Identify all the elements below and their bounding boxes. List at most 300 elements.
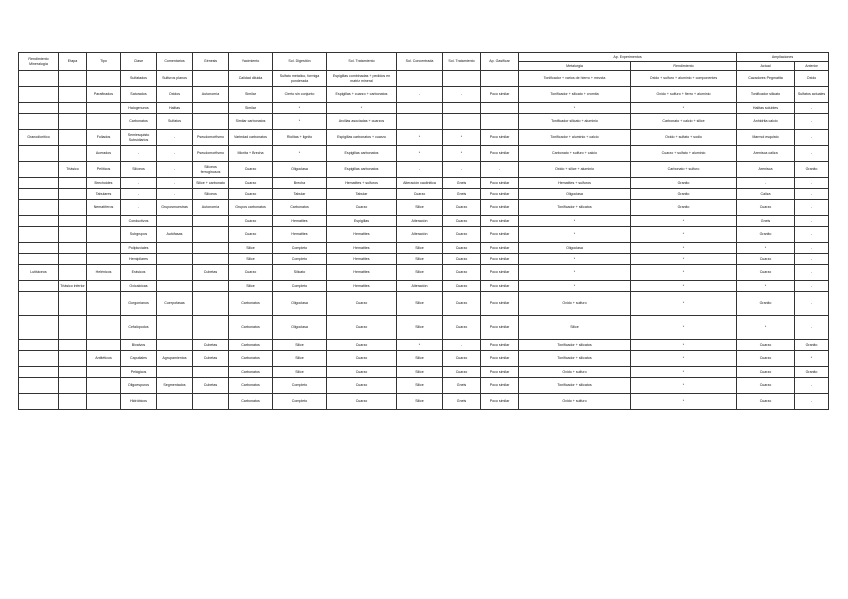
table-cell (19, 200, 59, 216)
table-cell: Hematites (327, 281, 397, 292)
header-c0: Rendimiento Mineralogía (19, 53, 59, 71)
table-cell: Silíceos ferruginosos (193, 162, 229, 178)
table-cell: * (519, 216, 631, 227)
table-cell: Cuarzo (229, 216, 273, 227)
header-c8: Sol. Tratamiento (327, 53, 397, 71)
table-cell (19, 281, 59, 292)
header-c4: Comentarios (157, 53, 193, 71)
table-cell: Pseudomorfismo (193, 146, 229, 162)
table-cell (87, 292, 121, 316)
table-cell: - (795, 292, 829, 316)
table-cell: - (737, 178, 795, 189)
table-cell: Carbonatos (229, 292, 273, 316)
table-cell (19, 351, 59, 367)
table-cell: Oxidos (157, 87, 193, 103)
table-cell: Carbonatos (229, 378, 273, 394)
table-cell: Arenisca (737, 162, 795, 178)
table-cell: Oxido + silice + aluminio (519, 162, 631, 178)
table-cell: Poco similar (481, 146, 519, 162)
table-cell (59, 130, 87, 146)
table-cell: Gneis (443, 189, 481, 200)
table-cell: - (157, 162, 193, 178)
table-cell: Hematites (273, 216, 327, 227)
table-cell: * (273, 103, 327, 114)
table-cell (19, 216, 59, 227)
table-cell (59, 103, 87, 114)
table-cell (19, 394, 59, 410)
table-cell (59, 146, 87, 162)
table-cell: Parafinados (87, 87, 121, 103)
table-cell (87, 216, 121, 227)
table-cell: Granodiorítico (19, 130, 59, 146)
table-cell: Poco similar (481, 367, 519, 378)
table-cell: Completo (273, 254, 327, 265)
table-cell: Cubetas (193, 351, 229, 367)
table-cell: Anhidrita calcio (737, 114, 795, 130)
table-cell (59, 254, 87, 265)
table-row (19, 292, 829, 316)
table-cell: Granito (631, 178, 737, 189)
table-cell (59, 378, 87, 394)
table-cell: * (519, 227, 631, 243)
table-cell: - (795, 146, 829, 162)
table-row (19, 146, 829, 162)
table-cell: Tabular (327, 189, 397, 200)
table-cell (481, 103, 519, 114)
table-cell: Granito (795, 162, 829, 178)
table-cell: Tonificador + aluminio + calcio (519, 130, 631, 146)
table-row (19, 189, 829, 200)
table-cell: Cuarzo (443, 254, 481, 265)
table-cell: Gneis (443, 394, 481, 410)
table-cell: Hematites + sulfuros (519, 178, 631, 189)
mineral-table (18, 52, 829, 410)
table-cell: Pelágicos (121, 367, 157, 378)
table-cell (19, 114, 59, 130)
table-cell: Halitas solubles (737, 103, 795, 114)
table-cell: * (397, 130, 443, 146)
table-cell (397, 71, 443, 87)
table-row (19, 162, 829, 178)
table-cell: Conductivos (121, 216, 157, 227)
table-cell: Oxido + sulfato + sodio (631, 130, 737, 146)
table-cell: Cuarzo (737, 367, 795, 378)
table-cell: * (631, 254, 737, 265)
table-cell: Caputiales (121, 351, 157, 367)
table-cell: Silíceos (193, 189, 229, 200)
table-cell (157, 394, 193, 410)
table-cell (19, 367, 59, 378)
table-cell: - (795, 216, 829, 227)
table-cell: Cuarzo (443, 281, 481, 292)
table-cell: Hematites (327, 254, 397, 265)
table-cell: Poco similar (481, 178, 519, 189)
table-cell: Pelíticos (87, 162, 121, 178)
table-cell: Oligoclasa (519, 243, 631, 254)
table-cell: * (631, 281, 737, 292)
table-cell (59, 340, 87, 351)
header-group-amplifications: Ampliaciones (737, 53, 829, 62)
table-cell: - (795, 200, 829, 216)
table-cell: Poco similar (481, 227, 519, 243)
table-cell: * (737, 316, 795, 340)
table-cell: Silice (397, 367, 443, 378)
table-cell (397, 114, 443, 130)
table-cell: Espigillas carbonatos + cuarzo (327, 130, 397, 146)
table-cell: Gneis (443, 378, 481, 394)
table-cell (59, 189, 87, 200)
table-cell: * (631, 243, 737, 254)
table-cell (19, 189, 59, 200)
table-cell: Cuarzo (327, 340, 397, 351)
table-cell (157, 316, 193, 340)
table-cell: Poco similar (481, 189, 519, 200)
table-cell: Gneis (443, 178, 481, 189)
table-row (19, 227, 829, 243)
table-cell: * (631, 394, 737, 410)
table-cell: Bivalvos (121, 340, 157, 351)
table-cell (87, 227, 121, 243)
table-cell (19, 340, 59, 351)
table-cell: Triásico inferior (59, 281, 87, 292)
table-cell: Silice (397, 200, 443, 216)
table-cell: * (519, 265, 631, 281)
table-cell: Espigillas (327, 216, 397, 227)
table-cell: Agrupamientos (157, 351, 193, 367)
table-cell: - (157, 178, 193, 189)
table-cell (193, 103, 229, 114)
table-cell: Hemipilares (121, 254, 157, 265)
table-row (19, 114, 829, 130)
table-cell (19, 162, 59, 178)
table-cell (59, 114, 87, 130)
table-cell: Alteración caolinitica (397, 178, 443, 189)
table-cell: Cuarzo (327, 394, 397, 410)
table-cell: Sulfatados (121, 71, 157, 87)
table-cell: Saturados (121, 87, 157, 103)
table-cell: - (795, 394, 829, 410)
table-cell: - (121, 200, 157, 216)
table-cell (193, 292, 229, 316)
table-cell: Cuarzo (327, 351, 397, 367)
table-cell: Poco similar (481, 281, 519, 292)
table-body (19, 71, 829, 410)
table-cell: Poco similar (481, 394, 519, 410)
table-cell: Oxido + sulfuro (519, 394, 631, 410)
table-cell: Oligoclasa (273, 162, 327, 178)
table-cell: Sulfuros planos (157, 71, 193, 87)
table-cell: Poco similar (481, 292, 519, 316)
table-cell: Gorgonianos (121, 292, 157, 316)
table-cell (193, 281, 229, 292)
table-row (19, 340, 829, 351)
table-cell: Calidad diluida (229, 71, 273, 87)
table-cell: Completo (273, 394, 327, 410)
table-cell: Tabulares (87, 189, 121, 200)
table-cell: * (327, 103, 397, 114)
table-cell: - (795, 130, 829, 146)
table-cell (87, 71, 121, 87)
table-cell: Triásico (59, 162, 87, 178)
table-cell: Hematites (327, 265, 397, 281)
table-cell: Poco similar (481, 254, 519, 265)
table-row (19, 200, 829, 216)
table-cell: Segmentados (157, 378, 193, 394)
table-cell: Tonificador + silicatos (519, 351, 631, 367)
table-cell: Silíceos (121, 162, 157, 178)
table-cell: Cuarzo (327, 292, 397, 316)
table-cell: * (443, 130, 481, 146)
table-cell (19, 146, 59, 162)
table-cell: Cuarzo (737, 340, 795, 351)
table-cell: Silice (273, 340, 327, 351)
table-cell: Granito (631, 189, 737, 200)
table-cell: * (273, 114, 327, 130)
table-cell: Espigillas carbonatos (327, 146, 397, 162)
table-cell (193, 227, 229, 243)
table-cell: Autonomía (193, 200, 229, 216)
table-cell: * (631, 340, 737, 351)
table-cell (19, 71, 59, 87)
table-cell: Autonomía (193, 87, 229, 103)
table-row (19, 394, 829, 410)
table-cell (87, 340, 121, 351)
table-cell: Helénicos (87, 265, 121, 281)
table-cell: Carbonatos (229, 340, 273, 351)
table-cell: Hidróbicos (121, 394, 157, 410)
table-cell: Acerados (87, 146, 121, 162)
table-cell: Cuarzo (327, 367, 397, 378)
table-cell: - (443, 87, 481, 103)
table-cell: Cubetas (193, 340, 229, 351)
table-cell: Poco similar (481, 87, 519, 103)
table-cell: Arenisca caliza (737, 146, 795, 162)
table-cell: Poco similar (481, 265, 519, 281)
header-g1b: Rendimiento (631, 62, 737, 71)
table-cell: Oxido (795, 71, 829, 87)
table-cell: Micrita + Brecha (229, 146, 273, 162)
table-cell: Cuarzo (443, 367, 481, 378)
table-cell: Similar (229, 87, 273, 103)
header-g2b: Anterior (795, 62, 829, 71)
table-cell: Poco similar (481, 378, 519, 394)
table-cell: Hematites (327, 227, 397, 243)
table-cell: Alteración (397, 216, 443, 227)
table-row (19, 216, 829, 227)
table-cell (193, 216, 229, 227)
table-cell (59, 216, 87, 227)
table-cell: - (795, 281, 829, 292)
table-cell: Cuarzo (737, 200, 795, 216)
table-cell: Caliza (737, 189, 795, 200)
table-cell: * (631, 367, 737, 378)
table-cell: Cuarzo (737, 351, 795, 367)
table-cell (19, 378, 59, 394)
table-cell: Cuarzo (327, 316, 397, 340)
table-cell: Cuerpofasas (157, 292, 193, 316)
table-cell (19, 254, 59, 265)
table-cell: * (631, 316, 737, 340)
table-cell (193, 114, 229, 130)
table-cell: Poco similar (481, 316, 519, 340)
table-row (19, 71, 829, 87)
table-cell: Silicato (273, 265, 327, 281)
table-cell: Oxicalcicas (121, 281, 157, 292)
table-cell: Variedad carbonatos (229, 130, 273, 146)
table-cell (19, 243, 59, 254)
table-cell (193, 316, 229, 340)
table-cell: Antitéticos (87, 351, 121, 367)
table-row (19, 254, 829, 265)
table-cell: Oxido + sulfuro (519, 367, 631, 378)
table-cell: Tonificador + silicatos (519, 340, 631, 351)
table-cell: Cefalópodos (121, 316, 157, 340)
table-cell (157, 216, 193, 227)
table-cell: Lutitáceos (19, 265, 59, 281)
table-cell: Cuarzo (443, 243, 481, 254)
table-cell (19, 178, 59, 189)
table-cell: Cuarzo (229, 227, 273, 243)
table-cell: Silice (397, 378, 443, 394)
table-cell: Espigillas + cuarzo + carbonatos (327, 87, 397, 103)
table-cell: Silice (273, 351, 327, 367)
header-c1: Etapa (59, 53, 87, 71)
table-cell: Cuarzo (229, 265, 273, 281)
table-cell (193, 254, 229, 265)
table-row (19, 178, 829, 189)
table-cell (59, 227, 87, 243)
table-cell: * (631, 227, 737, 243)
table-cell: Poco similar (481, 243, 519, 254)
table-cell: Completo (273, 243, 327, 254)
table-cell: Silice (397, 243, 443, 254)
table-cell (19, 87, 59, 103)
table-cell: Polipluviales (121, 243, 157, 254)
table-cell: Cuarzo (737, 265, 795, 281)
table-cell (59, 316, 87, 340)
table-cell (443, 103, 481, 114)
table-cell: Cuarzo (443, 200, 481, 216)
table-cell: - (443, 340, 481, 351)
table-cell: Silice (397, 316, 443, 340)
table-cell: Tonificador + silicatos (519, 378, 631, 394)
header-row-top (19, 53, 829, 62)
table-cell: Cierto sin conjunto (273, 87, 327, 103)
table-cell: Carbonatos (121, 114, 157, 130)
table-row (19, 367, 829, 378)
table-cell: Cuarzo (443, 265, 481, 281)
table-cell: Hematites (273, 227, 327, 243)
table-cell: Alteración (397, 227, 443, 243)
table-cell: Oxido + sulfuro + fierro + aluminio (631, 87, 737, 103)
table-cell: Semiesquisto Subsidiarios (121, 130, 157, 146)
table-cell: - (795, 189, 829, 200)
table-row (19, 378, 829, 394)
table-cell: Cuarzo (229, 162, 273, 178)
table-cell: Cuarzo (737, 378, 795, 394)
table-cell (87, 316, 121, 340)
table-cell: Nematíferos (87, 200, 121, 216)
table-cell: Carbonato + sulfuro + calcio (519, 146, 631, 162)
table-cell: Granito (737, 227, 795, 243)
table-cell: Alteración (397, 281, 443, 292)
table-row (19, 281, 829, 292)
table-cell: - (443, 162, 481, 178)
table-cell: - (157, 189, 193, 200)
table-cell: * (795, 351, 829, 367)
table-cell (59, 265, 87, 281)
table-cell (87, 103, 121, 114)
table-cell: Oxido + sulfuro (519, 292, 631, 316)
table-row (19, 265, 829, 281)
table-cell: Silice (273, 367, 327, 378)
header-c6: Yacimiento (229, 53, 273, 71)
table-cell: Poco similar (481, 340, 519, 351)
table-cell: Granito (795, 367, 829, 378)
table-row (19, 130, 829, 146)
table-cell (87, 394, 121, 410)
table-cell: Cuarzo (737, 254, 795, 265)
table-cell: - (795, 316, 829, 340)
table-cell (193, 243, 229, 254)
table-cell: Erásicos (121, 265, 157, 281)
table-cell: Completo (273, 281, 327, 292)
table-cell: Cuarzo (443, 292, 481, 316)
table-cell: Tonificador silicato (737, 87, 795, 103)
table-cell (443, 114, 481, 130)
table-cell: Carbonatos (273, 200, 327, 216)
table-cell: - (121, 189, 157, 200)
table-cell (397, 103, 443, 114)
table-cell: * (519, 103, 631, 114)
table-cell: Cuarzo (443, 351, 481, 367)
table-cell (157, 265, 193, 281)
table-row (19, 87, 829, 103)
table-cell: Marmol esquisto (737, 130, 795, 146)
table-cell (87, 281, 121, 292)
table-cell: Carbonatos (229, 316, 273, 340)
table-cell (19, 227, 59, 243)
table-cell: * (273, 146, 327, 162)
table-cell: - (795, 243, 829, 254)
table-cell: Sulfatos (157, 114, 193, 130)
table-cell: - (121, 178, 157, 189)
table-cell: * (443, 146, 481, 162)
table-cell (19, 103, 59, 114)
header-g2a: Actual (737, 62, 795, 71)
table-cell: Poco similar (481, 200, 519, 216)
header-c2: Tipo (87, 53, 121, 71)
table-cell: Cuarzo + sulfato + aluminio (631, 146, 737, 162)
table-cell (59, 178, 87, 189)
table-row (19, 243, 829, 254)
table-cell: Carbonatos (229, 394, 273, 410)
table-cell: Cubetas (193, 265, 229, 281)
table-cell: Tonificador silicato + aluminio (519, 114, 631, 130)
table-cell: Arcillas asociadas + cuarzos (327, 114, 397, 130)
table-cell: * (737, 281, 795, 292)
table-cell (87, 114, 121, 130)
table-cell: Halogenuros (121, 103, 157, 114)
table-cell (59, 394, 87, 410)
table-cell: Brecha (273, 178, 327, 189)
table-cell (59, 292, 87, 316)
table-cell: Poco similar (481, 216, 519, 227)
table-cell: Oligoclasa (519, 189, 631, 200)
table-cell: Completo (273, 378, 327, 394)
header-c11: Ap. Gasificar (481, 53, 519, 71)
table-cell (59, 243, 87, 254)
